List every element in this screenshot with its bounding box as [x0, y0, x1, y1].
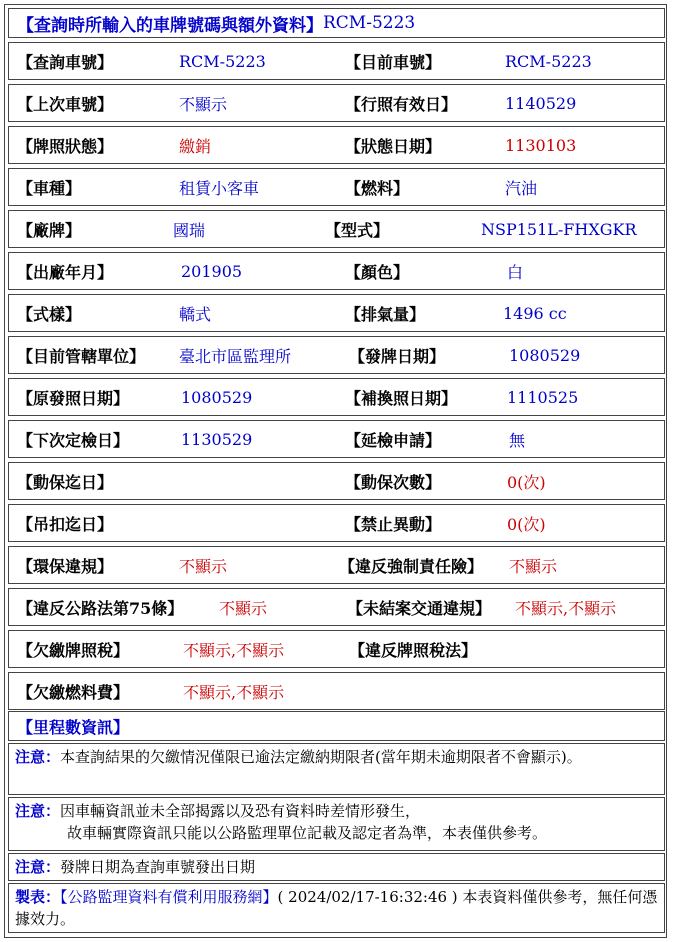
field-label: 【目前車號】 — [345, 52, 442, 72]
field-value: 不顯示 — [179, 556, 228, 576]
field-value: RCM-5223 — [505, 51, 592, 71]
mileage-row — [8, 711, 665, 741]
field-value: 1130529 — [181, 429, 253, 449]
mileage-label: 【里程數資訊】 — [17, 717, 130, 737]
footer-row — [8, 883, 665, 933]
info-row — [8, 336, 665, 374]
note-text-continued: 故車輛實際資訊只能以公路監理單位記載及認定者為準，本表僅供參考。 — [67, 824, 548, 842]
field-value: 白 — [507, 262, 524, 282]
field-label: 【廠牌】 — [17, 220, 82, 240]
field-value: 繳銷 — [179, 136, 212, 156]
field-label: 【燃料】 — [345, 178, 410, 198]
field-label: 【型式】 — [325, 220, 390, 240]
field-label: 【環保違規】 — [17, 556, 114, 576]
field-label: 【欠繳燃料費】 — [17, 682, 130, 702]
query-title-row — [8, 8, 665, 38]
field-label: 【欠繳牌照稅】 — [17, 640, 130, 660]
field-label: 【出廠年月】 — [17, 262, 114, 282]
field-value: 1080529 — [181, 387, 253, 407]
field-label: 【式樣】 — [17, 304, 82, 324]
field-value: 0(次) — [507, 472, 546, 492]
query-title-plate: RCM-5223 — [323, 13, 416, 33]
field-value: 1130103 — [505, 135, 577, 155]
field-value: 1080529 — [509, 345, 581, 365]
field-value: NSP151L-FHXGKR — [481, 219, 637, 239]
info-row — [8, 546, 665, 584]
field-value: 不顯示 — [179, 94, 228, 114]
note-row-3 — [8, 853, 665, 881]
footer-label: 製表： — [15, 888, 61, 906]
info-row — [8, 420, 665, 458]
field-label: 【上次車號】 — [17, 94, 114, 114]
field-label: 【禁止異動】 — [345, 514, 442, 534]
field-label: 【違反牌照稅法】 — [349, 640, 478, 660]
field-value: 無 — [509, 430, 526, 450]
field-value: 不顯示 — [219, 598, 268, 618]
field-label: 【狀態日期】 — [345, 136, 442, 156]
vehicle-info-sheet — [4, 4, 667, 938]
field-label: 【違反公路法第75條】 — [17, 598, 184, 618]
info-row — [8, 588, 665, 626]
field-label: 【補換照日期】 — [345, 388, 458, 408]
field-label: 【牌照狀態】 — [17, 136, 114, 156]
field-value: 0(次) — [507, 514, 546, 534]
field-value: 租賃小客車 — [179, 178, 260, 198]
field-label: 【排氣量】 — [345, 304, 426, 324]
query-title-label: 【查詢時所輸入的車牌號碼與額外資料】 — [17, 15, 323, 36]
footer-text: ( 2024/02/17-16:32:46 ) 本表資料僅供參考，無任何憑據效力。 — [15, 888, 658, 928]
field-label: 【查詢車號】 — [17, 52, 114, 72]
field-value: 1110525 — [507, 387, 579, 407]
field-label: 【目前管轄單位】 — [17, 346, 146, 366]
field-label: 【延檢申請】 — [345, 430, 442, 450]
info-row — [8, 168, 665, 206]
field-label: 【未結案交通違規】 — [347, 598, 492, 618]
field-value: RCM-5223 — [179, 51, 266, 71]
field-value: 不顯示,不顯示 — [183, 682, 285, 702]
field-value: 國瑞 — [173, 220, 206, 240]
note-row-2 — [8, 797, 665, 851]
note-text: 本查詢結果的欠繳情況僅限已逾法定繳納期限者(當年期未逾期限者不會顯示)。 — [60, 748, 582, 766]
field-label: 【行照有效日】 — [345, 94, 458, 114]
field-value: 不顯示,不顯示 — [183, 640, 285, 660]
field-label: 【動保次數】 — [345, 472, 442, 492]
field-label: 【發牌日期】 — [349, 346, 446, 366]
field-value: 汽油 — [505, 178, 538, 198]
note-text: 因車輛資訊並未全部揭露以及恐有資料時差情形發生， — [60, 802, 421, 820]
info-row — [8, 84, 665, 122]
field-label: 【吊扣迄日】 — [17, 514, 114, 534]
note-row-1 — [8, 743, 665, 795]
field-label: 【顏色】 — [345, 262, 410, 282]
field-value: 1496 cc — [503, 303, 567, 323]
info-row — [8, 42, 665, 80]
note-text: 發牌日期為查詢車號發出日期 — [60, 858, 256, 876]
field-label: 【動保迄日】 — [17, 472, 114, 492]
field-value: 201905 — [181, 261, 243, 281]
info-row — [8, 294, 665, 332]
footer-source-link[interactable]: 【公路監理資料有償利用服務網】 — [60, 888, 278, 906]
field-value: 不顯示 — [509, 556, 558, 576]
field-label: 【車種】 — [17, 178, 82, 198]
field-label: 【原發照日期】 — [17, 388, 130, 408]
info-row — [8, 504, 665, 542]
info-row — [8, 630, 665, 668]
note-label: 注意： — [15, 802, 61, 820]
info-row — [8, 378, 665, 416]
note-label: 注意： — [15, 858, 61, 876]
info-row — [8, 672, 665, 710]
info-row — [8, 126, 665, 164]
field-value: 轎式 — [179, 304, 212, 324]
field-value: 臺北市區監理所 — [179, 346, 292, 366]
field-label: 【下次定檢日】 — [17, 430, 130, 450]
field-value: 1140529 — [505, 93, 577, 113]
field-value: 不顯示,不顯示 — [515, 598, 617, 618]
info-row — [8, 252, 665, 290]
info-row — [8, 462, 665, 500]
field-label: 【違反強制責任險】 — [339, 556, 484, 576]
note-label: 注意： — [15, 748, 61, 766]
info-row — [8, 210, 665, 248]
